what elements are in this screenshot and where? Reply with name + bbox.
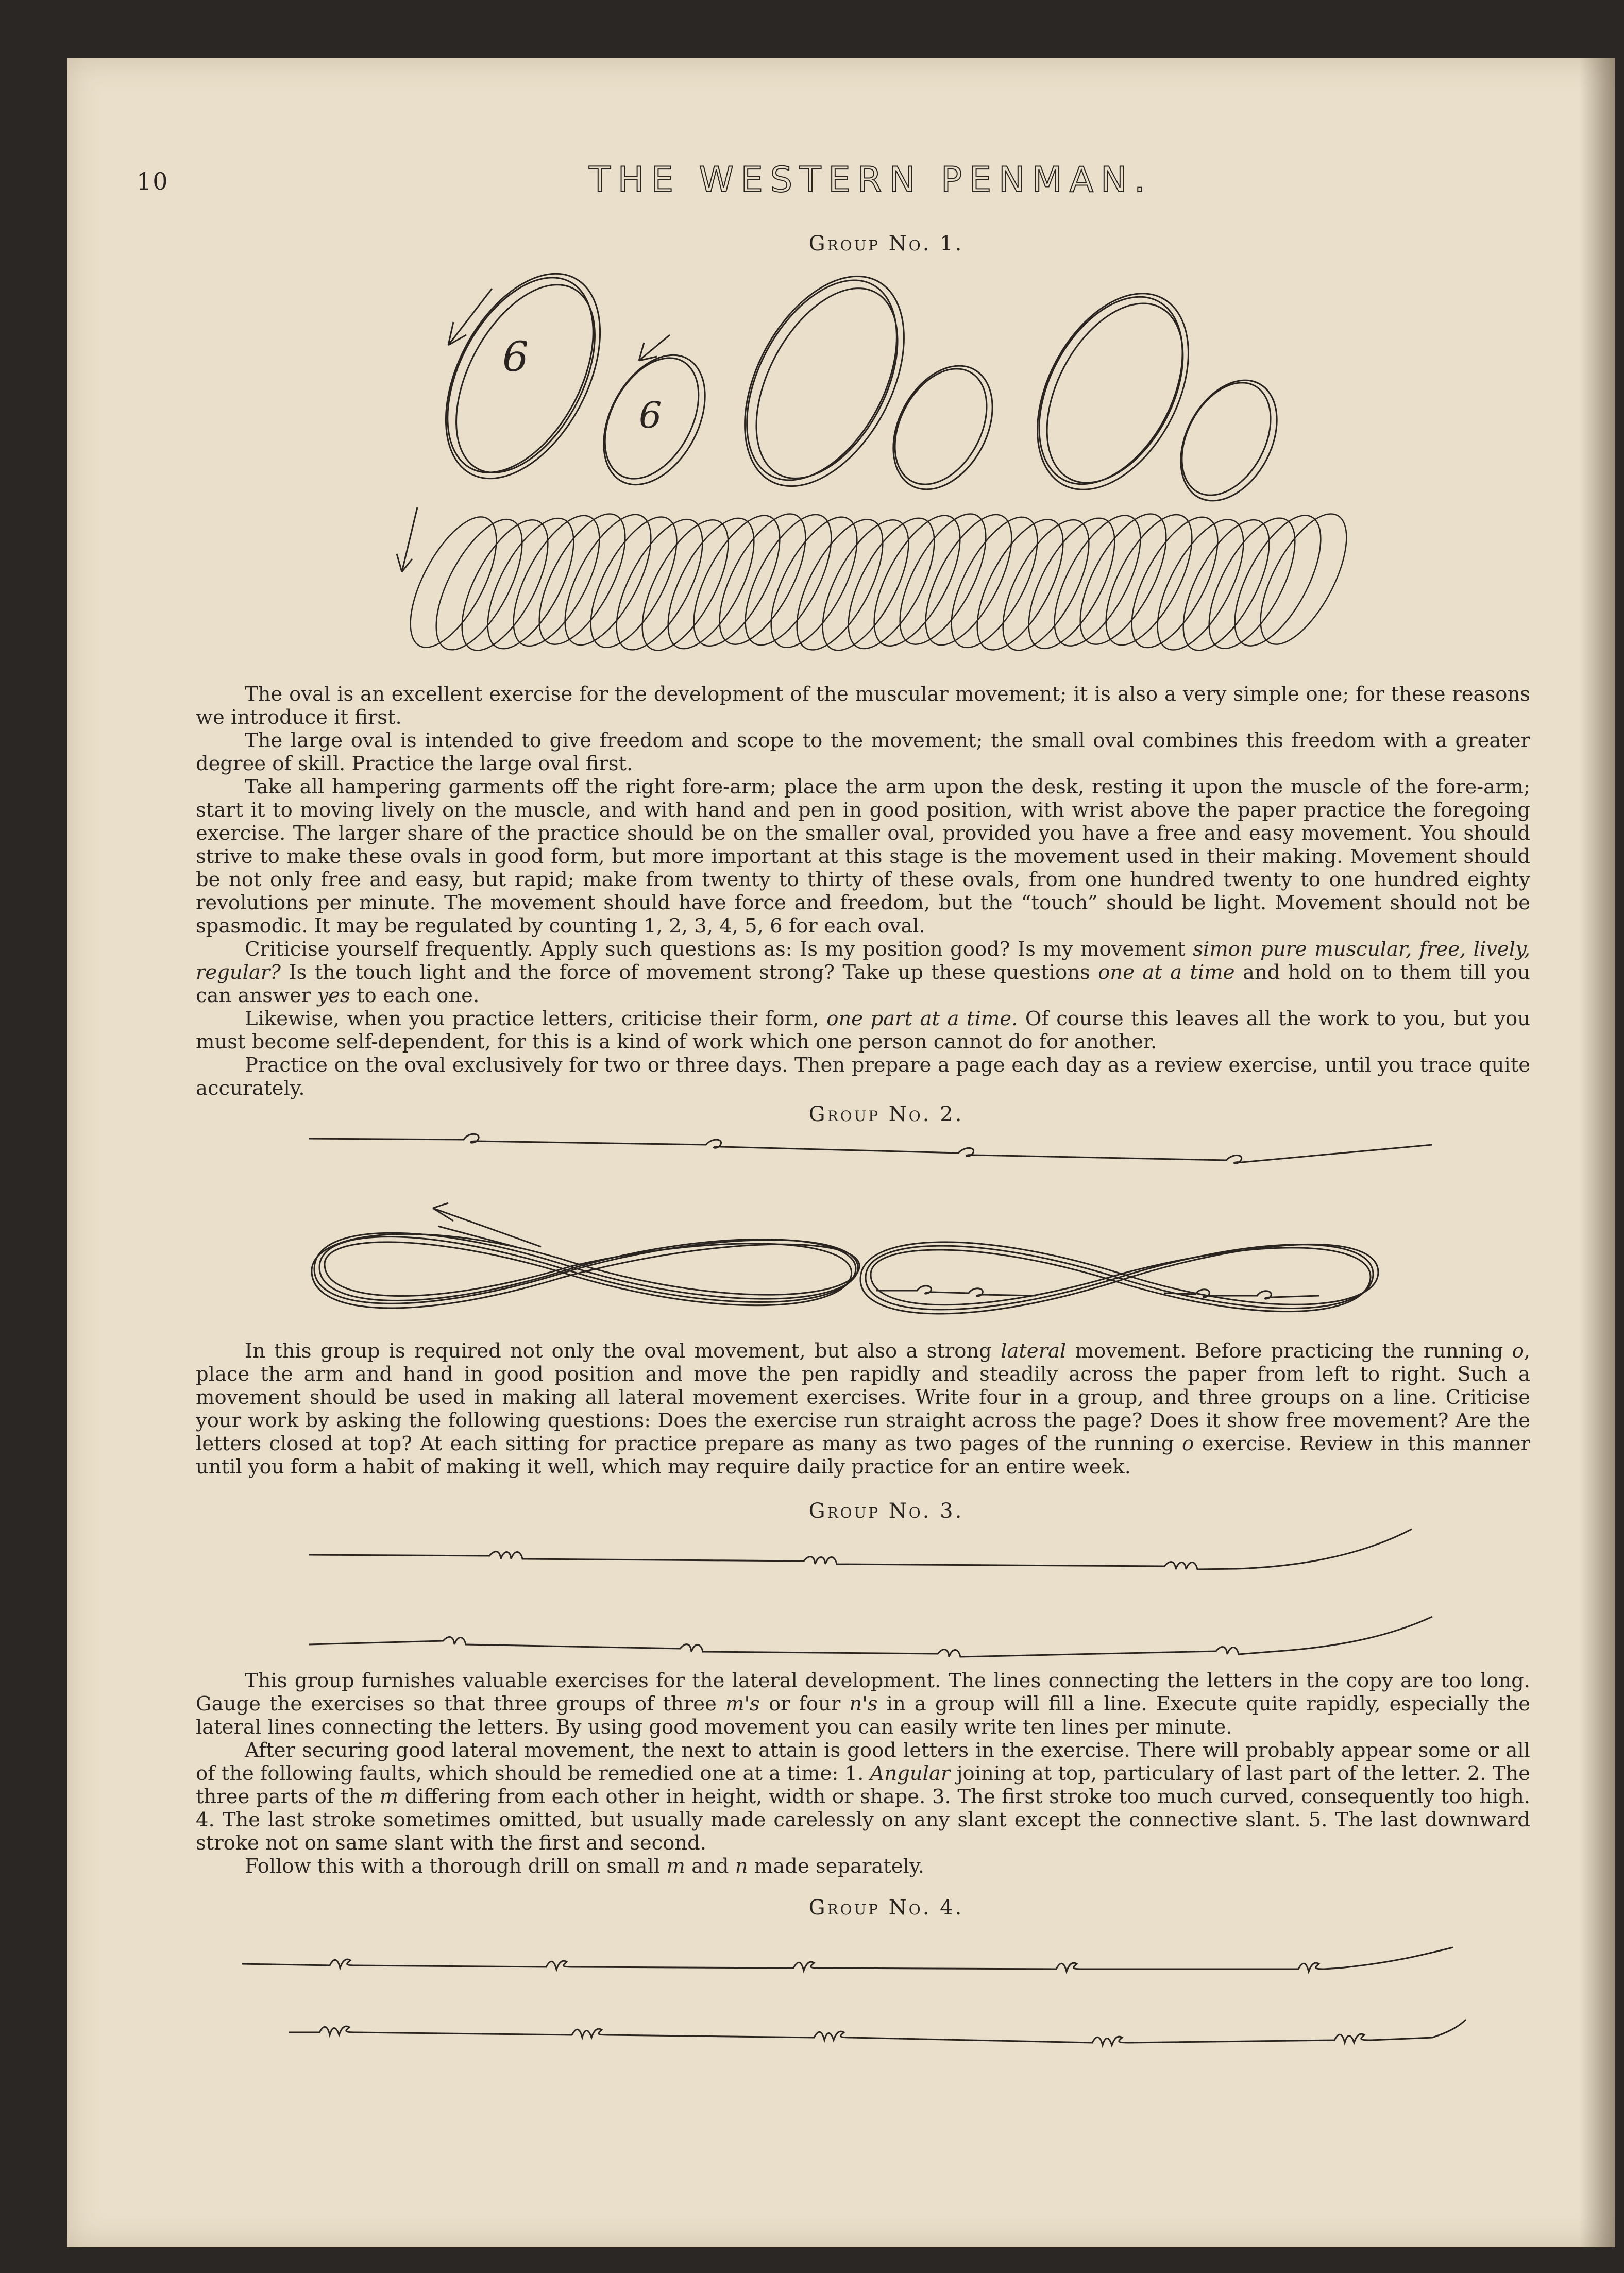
paragraph: This group furnishes valuable exercises for the lateral development. The lines connecting the letters in the copy are too long. Gauge the exercises so that three groups of three m's or four n's in a group will fill a line. Execute quite rapidly, especially the lateral lines connecting the letters. By using good movement you can easily write ten lines per minute. <box>196 1669 1530 1739</box>
group-3-text <box>196 1669 1530 1878</box>
count-label-1: 6 <box>502 333 529 381</box>
masthead-title: THE WESTERN PENMAN. <box>589 160 1153 200</box>
paragraph: In this group is required not only the oval movement, but also a strong lateral movement. Before practicing the running o, place the arm and hand in good position and move the pen rapidly and steadily across the paper from left to right. Such a movement should be used in making all lateral movement exercises. Write four in a group, and three groups on a line. Criticise your work by asking the following questions: Does the exercise run straight across the page? Does it show free movement? Are the letters closed at top? At each sitting for practice prepare as many as two pages of the running o exercise. Review in this manner until you form a habit of making it well, which may require daily practice for an entire week. <box>196 1339 1530 1479</box>
paragraph: Criticise yourself frequently. Apply such questions as: Is my position good? Is my movement simon pure muscular, free, lively, regular? Is the touch light and the force of movement strong? Take up these questions one at a time and hold on to them till you can answer yes to each one. <box>196 938 1530 1007</box>
group-1-text <box>196 683 1530 1100</box>
page-number: 10 <box>137 167 169 195</box>
paragraph: After securing good lateral movement, the next to attain is good letters in the exercise. There will probably appear some or all of the following faults, which should be remedied one at a time: 1. Angular joining at top, particulary of last part of the letter. 2. The three parts of the m differing from each other in height, width or shape. 3. The first stroke too much curved, consequently too high. 4. The last stroke sometimes omitted, but usually made carelessly on any slant except the connective slant. 5. The last downward stroke not on same slant with the first and second. <box>196 1739 1530 1855</box>
count-label-2: 6 <box>639 394 662 436</box>
paragraph: Take all hampering garments off the right fore-arm; place the arm upon the desk, resting it upon the muscle of the fore-arm; start it to moving lively on the muscle, and with hand and pen in good position, with wrist above the paper practice the foregoing exercise. The larger share of the practice should be on the smaller oval, provided you have a free and easy movement. You should strive to make these ovals in good form, but more important at this stage is the movement used in their making. Movement should be not only free and easy, but rapid; make from twenty to thirty of these ovals, from one hundred twenty to one hundred eighty revolutions per minute. The movement should have force and freedom, but the “touch” should be light. Movement should not be spasmodic. It may be regulated by counting 1, 2, 3, 4, 5, 6 for each oval. <box>196 775 1530 938</box>
group-2-heading: Group No. 2. <box>808 1102 964 1126</box>
group-3-heading: Group No. 3. <box>808 1499 964 1523</box>
group-1-heading: Group No. 1. <box>808 232 964 256</box>
paragraph: The large oval is intended to give freedom and scope to the movement; the small oval combines this freedom with a greater degree of skill. Practice the large oval first. <box>196 729 1530 775</box>
group-4-heading: Group No. 4. <box>808 1896 964 1920</box>
paragraph: Practice on the oval exclusively for two or three days. Then prepare a page each day as a review exercise, until you trace quite accurately. <box>196 1054 1530 1100</box>
paragraph: Follow this with a thorough drill on small m and n made separately. <box>245 1855 924 1878</box>
paragraph: Likewise, when you practice letters, criticise their form, one part at a time. Of course this leaves all the work to you, but you must become self-dependent, for this is a kind of work which one person cannot do for another. <box>196 1007 1531 1054</box>
paragraph: The oval is an excellent exercise for the development of the muscular movement; it is also a very simple one; for these reasons we introduce it first. <box>196 683 1530 729</box>
binding-gutter-shadow <box>1579 58 1615 2247</box>
group-2-text <box>196 1339 1530 1479</box>
